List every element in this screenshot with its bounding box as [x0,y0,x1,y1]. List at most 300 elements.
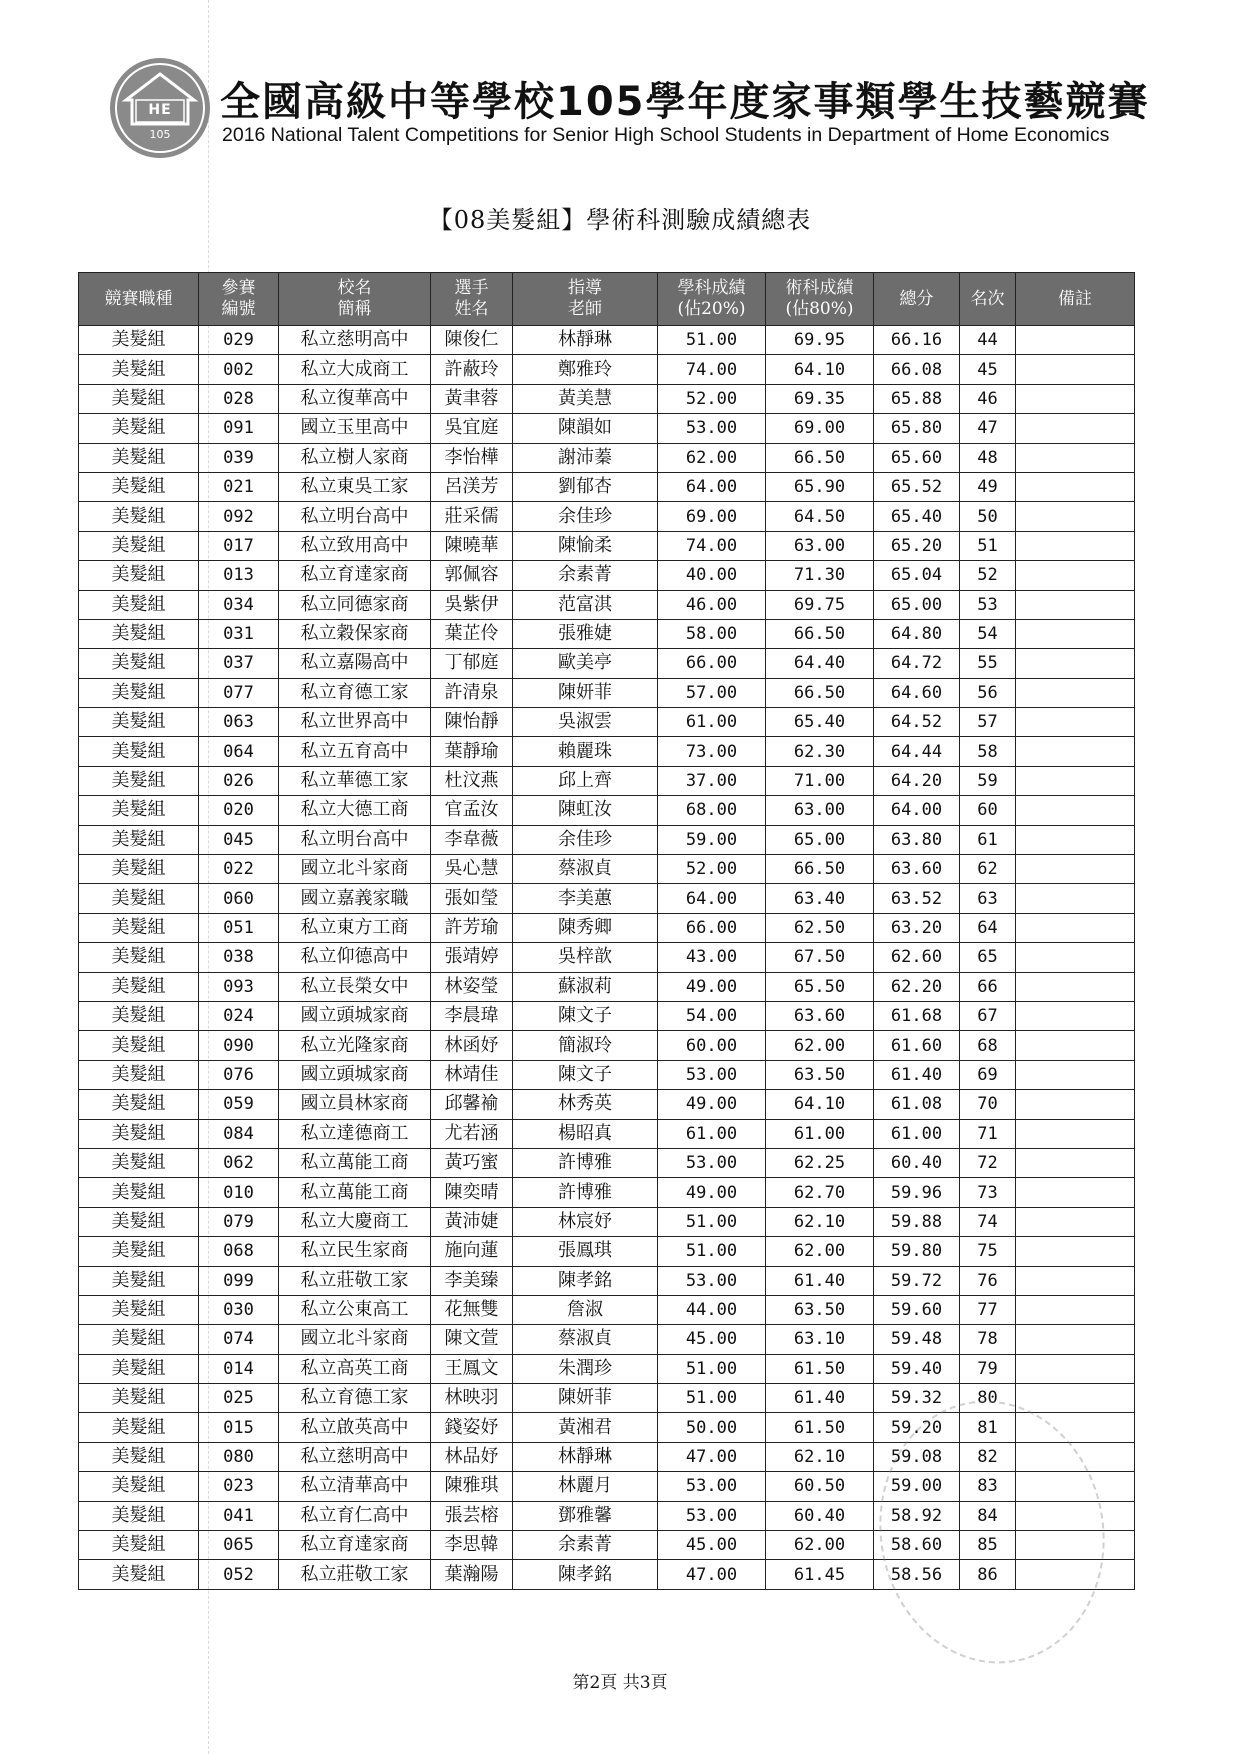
table-cell: 017 [199,531,279,560]
table-cell: 062 [199,1148,279,1177]
table-cell: 029 [199,326,279,355]
table-cell: 鄧雅馨 [513,1501,658,1530]
table-cell: 朱潤珍 [513,1354,658,1383]
table-cell: 美髮組 [79,825,199,854]
table-cell: 陳俊仁 [431,326,513,355]
table-cell: 私立五育高中 [279,737,431,766]
table-cell [1016,1031,1135,1060]
column-header-line1: 總分 [899,288,934,309]
table-cell: 62.50 [766,913,874,942]
table-cell: 林姿瑩 [431,972,513,1001]
table-cell [1016,531,1135,560]
table-cell: 64.80 [874,619,960,648]
column-header-line2: (佔20%) [677,299,746,319]
table-cell: 59.00 [658,825,766,854]
table-cell [1016,708,1135,737]
table-cell: 69.95 [766,326,874,355]
table-cell: 美髮組 [79,1560,199,1589]
table-cell: 45.00 [658,1325,766,1354]
table-cell: 美髮組 [79,414,199,443]
table-cell: 林映羽 [431,1384,513,1413]
table-cell: 美髮組 [79,913,199,942]
table-cell: 77 [960,1295,1016,1324]
table-cell: 59.00 [874,1472,960,1501]
table-cell: 023 [199,1472,279,1501]
table-row [79,1325,1135,1354]
table-cell: 63.50 [766,1295,874,1324]
table-cell: 37.00 [658,766,766,795]
table-cell: 美髮組 [79,855,199,884]
table-cell: 吳宜庭 [431,414,513,443]
table-cell: 林宸妤 [513,1207,658,1236]
table-cell: 64.50 [766,502,874,531]
table-cell: 美髮組 [79,1207,199,1236]
table-cell: 張雅婕 [513,619,658,648]
table-cell: 許蔽玲 [431,355,513,384]
table-cell: 郭佩容 [431,561,513,590]
table-cell: 53.00 [658,1148,766,1177]
table-cell: 私立同德家商 [279,590,431,619]
table-cell: 美髮組 [79,943,199,972]
table-cell: 53.00 [658,1472,766,1501]
table-cell: 丁郁庭 [431,649,513,678]
table-cell: 63.50 [766,1060,874,1089]
table-cell: 76 [960,1266,1016,1295]
table-cell: 黃沛婕 [431,1207,513,1236]
table-cell: 024 [199,1001,279,1030]
table-cell: 62.00 [766,1237,874,1266]
table-row [79,502,1135,531]
table-cell: 69.00 [766,414,874,443]
table-cell: 謝沛蓁 [513,443,658,472]
table-row [79,737,1135,766]
table-cell: 美髮組 [79,590,199,619]
table-cell [1016,796,1135,825]
table-cell: 許博雅 [513,1178,658,1207]
table-cell: 71.00 [766,766,874,795]
table-cell [1016,443,1135,472]
table-cell: 48 [960,443,1016,472]
table-cell [1016,649,1135,678]
table-cell: 私立明台高中 [279,502,431,531]
table-cell: 私立復華高中 [279,384,431,413]
table-cell: 私立東吳工家 [279,472,431,501]
table-cell: 40.00 [658,561,766,590]
table-cell: 葉靜瑜 [431,737,513,766]
table-cell: 私立致用高中 [279,531,431,560]
table-cell: 官孟汝 [431,796,513,825]
table-cell: 簡淑玲 [513,1031,658,1060]
table-cell: 許芳瑜 [431,913,513,942]
table-cell: 66.00 [658,913,766,942]
table-cell: 黃美慧 [513,384,658,413]
table-cell: 53.00 [658,414,766,443]
table-cell: 060 [199,884,279,913]
table-row [79,1001,1135,1030]
table-cell: 026 [199,766,279,795]
table-cell: 美髮組 [79,1266,199,1295]
table-cell: 080 [199,1442,279,1471]
table-cell [1016,1001,1135,1030]
table-cell [1016,737,1135,766]
table-cell: 73.00 [658,737,766,766]
table-cell: 74.00 [658,531,766,560]
column-header [1016,273,1135,326]
table-cell: 美髮組 [79,326,199,355]
column-header [658,273,766,326]
table-cell: 62.25 [766,1148,874,1177]
table-cell: 61.60 [874,1031,960,1060]
table-cell: 私立大德工商 [279,796,431,825]
table-cell: 美髮組 [79,443,199,472]
table-cell [1016,1148,1135,1177]
table-cell: 020 [199,796,279,825]
table-row [79,1060,1135,1089]
title-english: 2016 National Talent Competitions for Senior High School Students in Department of Home Economics [222,124,1110,146]
table-cell: 張芸榕 [431,1501,513,1530]
column-header-line1: 選手 [454,278,489,298]
table-cell: 54 [960,619,1016,648]
table-cell: 62.10 [766,1442,874,1471]
table-cell: 65.20 [874,531,960,560]
table-cell: 私立公東高工 [279,1295,431,1324]
table-cell: 美髮組 [79,384,199,413]
table-cell: 美髮組 [79,561,199,590]
table-cell [1016,1090,1135,1119]
table-cell: 陳孝銘 [513,1266,658,1295]
table-cell: 私立穀保家商 [279,619,431,648]
table-cell: 國立北斗家商 [279,855,431,884]
table-cell: 66.50 [766,855,874,884]
table-cell: 林靖佳 [431,1060,513,1089]
table-cell: 63.00 [766,796,874,825]
table-cell: 65.88 [874,384,960,413]
table-cell: 64.72 [874,649,960,678]
table-cell: 私立仰德高中 [279,943,431,972]
column-header [199,273,279,326]
table-row [79,678,1135,707]
table-cell: 59.20 [874,1413,960,1442]
table-row [79,1178,1135,1207]
column-header-line1: 指導 [568,278,602,298]
table-cell: 私立大成商工 [279,355,431,384]
table-cell: 66.00 [658,649,766,678]
table-cell: 65.40 [874,502,960,531]
table-cell: 50.00 [658,1413,766,1442]
table-cell: 46 [960,384,1016,413]
table-cell: 78 [960,1325,1016,1354]
column-header-line1: 競賽職種 [104,288,173,309]
table-cell: 私立明台高中 [279,825,431,854]
table-cell: 國立頭城家商 [279,1060,431,1089]
table-cell [1016,884,1135,913]
table-cell: 021 [199,472,279,501]
table-cell: 陳怡靜 [431,708,513,737]
table-cell: 022 [199,855,279,884]
table-cell: 李美蕙 [513,884,658,913]
table-cell: 83 [960,1472,1016,1501]
table-cell: 美髮組 [79,1060,199,1089]
table-cell: 059 [199,1090,279,1119]
table-cell: 林麗月 [513,1472,658,1501]
table-cell: 53.00 [658,1266,766,1295]
table-cell: 092 [199,502,279,531]
table-cell: 美髮組 [79,1442,199,1471]
column-header-line2: 老師 [568,299,602,319]
table-cell: 074 [199,1325,279,1354]
table-cell: 63 [960,884,1016,913]
table-cell: 私立莊敬工家 [279,1560,431,1589]
table-cell: 59.60 [874,1295,960,1324]
table-row [79,561,1135,590]
table-cell: 51.00 [658,326,766,355]
table-cell: 美髮組 [79,1325,199,1354]
table-cell: 張鳳琪 [513,1237,658,1266]
table-cell: 59.08 [874,1442,960,1471]
table-cell [1016,414,1135,443]
table-cell [1016,1266,1135,1295]
table-cell: 51.00 [658,1354,766,1383]
table-row [79,472,1135,501]
table-cell [1016,590,1135,619]
table-cell: 025 [199,1384,279,1413]
table-row [79,943,1135,972]
table-cell: 063 [199,708,279,737]
table-cell: 63.20 [874,913,960,942]
table-cell: 陳雅琪 [431,1472,513,1501]
table-cell: 51.00 [658,1384,766,1413]
table-row [79,590,1135,619]
table-cell: 錢姿妤 [431,1413,513,1442]
table-cell: 65.80 [874,414,960,443]
table-cell: 陳妍菲 [513,678,658,707]
table-cell: 呂渼芳 [431,472,513,501]
table-cell: 52 [960,561,1016,590]
table-cell: 038 [199,943,279,972]
table-cell: 65.60 [874,443,960,472]
table-cell: 80 [960,1384,1016,1413]
table-cell: 李晨瑋 [431,1001,513,1030]
table-cell: 劉郁杏 [513,472,658,501]
table-cell: 私立光隆家商 [279,1031,431,1060]
column-header-line1: 學科成績 [677,278,746,298]
table-cell: 美髮組 [79,1413,199,1442]
table-cell: 60 [960,796,1016,825]
table-cell: 59.80 [874,1237,960,1266]
table-cell: 國立玉里高中 [279,414,431,443]
table-cell: 張如瑩 [431,884,513,913]
table-cell: 015 [199,1413,279,1442]
table-cell: 李怡樺 [431,443,513,472]
table-row [79,825,1135,854]
table-cell: 090 [199,1031,279,1060]
column-header-line2: 簡稱 [337,299,372,319]
table-cell: 私立達德商工 [279,1119,431,1148]
table-cell: 039 [199,443,279,472]
table-cell: 私立樹人家商 [279,443,431,472]
table-cell [1016,1325,1135,1354]
table-cell: 范富淇 [513,590,658,619]
table-cell: 美髮組 [79,766,199,795]
table-row [79,1295,1135,1324]
table-cell: 王鳳文 [431,1354,513,1383]
table-cell: 陳愉柔 [513,531,658,560]
table-cell: 陳文萱 [431,1325,513,1354]
column-header-line1: 參賽 [221,278,256,298]
table-cell: 歐美亭 [513,649,658,678]
table-cell: 施向蓮 [431,1237,513,1266]
table-cell [1016,384,1135,413]
table-cell: 62.10 [766,1207,874,1236]
table-cell: 69.75 [766,590,874,619]
table-cell: 美髮組 [79,619,199,648]
table-cell: 70 [960,1090,1016,1119]
table-cell: 44 [960,326,1016,355]
table-row [79,972,1135,1001]
table-row [79,855,1135,884]
table-cell: 051 [199,913,279,942]
table-cell: 64.44 [874,737,960,766]
table-cell: 私立嘉陽高中 [279,649,431,678]
table-cell: 72 [960,1148,1016,1177]
table-cell: 美髮組 [79,1295,199,1324]
table-cell: 李韋薇 [431,825,513,854]
table-cell: 62 [960,855,1016,884]
table-cell: 79 [960,1354,1016,1383]
table-cell: 66 [960,972,1016,1001]
table-cell: 美髮組 [79,649,199,678]
table-cell: 私立世界高中 [279,708,431,737]
competition-logo [110,58,210,158]
table-cell: 私立育德工家 [279,1384,431,1413]
table-cell: 034 [199,590,279,619]
table-row [79,1148,1135,1177]
table-cell: 國立嘉義家職 [279,884,431,913]
table-cell: 068 [199,1237,279,1266]
column-header [79,273,199,326]
table-cell: 美髮組 [79,1178,199,1207]
table-cell: 82 [960,1442,1016,1471]
table-cell: 59.88 [874,1207,960,1236]
table-cell: 74 [960,1207,1016,1236]
table-cell: 余佳珍 [513,825,658,854]
column-header-line2: (佔80%) [785,299,854,319]
table-cell: 美髮組 [79,737,199,766]
table-cell: 61.08 [874,1090,960,1119]
table-cell: 099 [199,1266,279,1295]
table-cell: 013 [199,561,279,590]
table-cell: 62.60 [874,943,960,972]
table-cell: 031 [199,619,279,648]
table-cell: 鄭雅玲 [513,355,658,384]
table-cell: 林靜琳 [513,1442,658,1471]
table-cell [1016,561,1135,590]
table-row [79,531,1135,560]
table-cell [1016,678,1135,707]
table-cell: 美髮組 [79,708,199,737]
table-cell: 美髮組 [79,1237,199,1266]
table-cell: 64 [960,913,1016,942]
logo-text: HE [148,102,172,118]
table-cell: 64.60 [874,678,960,707]
table-cell: 美髮組 [79,1501,199,1530]
column-header [279,273,431,326]
table-cell: 美髮組 [79,678,199,707]
table-cell: 010 [199,1178,279,1207]
table-cell: 美髮組 [79,1354,199,1383]
table-cell: 028 [199,384,279,413]
table-cell: 私立慈明高中 [279,326,431,355]
table-cell: 50 [960,502,1016,531]
table-cell: 私立高英工商 [279,1354,431,1383]
table-cell: 62.20 [874,972,960,1001]
table-cell: 85 [960,1531,1016,1560]
table-cell: 63.60 [766,1001,874,1030]
table-cell [1016,326,1135,355]
table-cell: 49.00 [658,1090,766,1119]
table-cell: 71.30 [766,561,874,590]
table-cell [1016,1060,1135,1089]
table-cell: 吳梓歆 [513,943,658,972]
table-cell: 美髮組 [79,502,199,531]
table-cell: 許清泉 [431,678,513,707]
table-cell: 美髮組 [79,972,199,1001]
table-cell: 美髮組 [79,1384,199,1413]
table-row [79,884,1135,913]
table-cell: 60.00 [658,1031,766,1060]
table-cell: 61.00 [874,1119,960,1148]
table-row [79,1354,1135,1383]
table-cell: 66.50 [766,678,874,707]
table-cell: 66.50 [766,619,874,648]
table-cell: 私立長榮女中 [279,972,431,1001]
table-cell: 66.16 [874,326,960,355]
column-header [960,273,1016,326]
page-header [110,58,1170,158]
table-cell: 國立北斗家商 [279,1325,431,1354]
table-cell: 私立育仁高中 [279,1501,431,1530]
table-cell: 49 [960,472,1016,501]
table-cell: 56 [960,678,1016,707]
table-cell: 余佳珍 [513,502,658,531]
table-cell: 67.50 [766,943,874,972]
logo-year: 105 [149,128,171,141]
table-cell: 林靜琳 [513,326,658,355]
column-header-line1: 校名 [337,278,372,298]
table-cell: 美髮組 [79,884,199,913]
table-cell: 莊采儒 [431,502,513,531]
table-cell: 53 [960,590,1016,619]
table-cell: 65.00 [874,590,960,619]
table-cell: 002 [199,355,279,384]
table-cell: 51.00 [658,1207,766,1236]
table-cell: 58.60 [874,1531,960,1560]
table-cell: 美髮組 [79,1001,199,1030]
table-cell: 084 [199,1119,279,1148]
table-cell: 邱馨褕 [431,1090,513,1119]
table-cell: 46.00 [658,590,766,619]
table-row [79,1119,1135,1148]
table-cell: 61.40 [766,1384,874,1413]
table-cell: 81 [960,1413,1016,1442]
table-cell: 63.60 [874,855,960,884]
table-row [79,1090,1135,1119]
table-row [79,766,1135,795]
table-cell: 私立育達家商 [279,561,431,590]
table-row [79,443,1135,472]
table-row [79,708,1135,737]
table-cell: 美髮組 [79,796,199,825]
